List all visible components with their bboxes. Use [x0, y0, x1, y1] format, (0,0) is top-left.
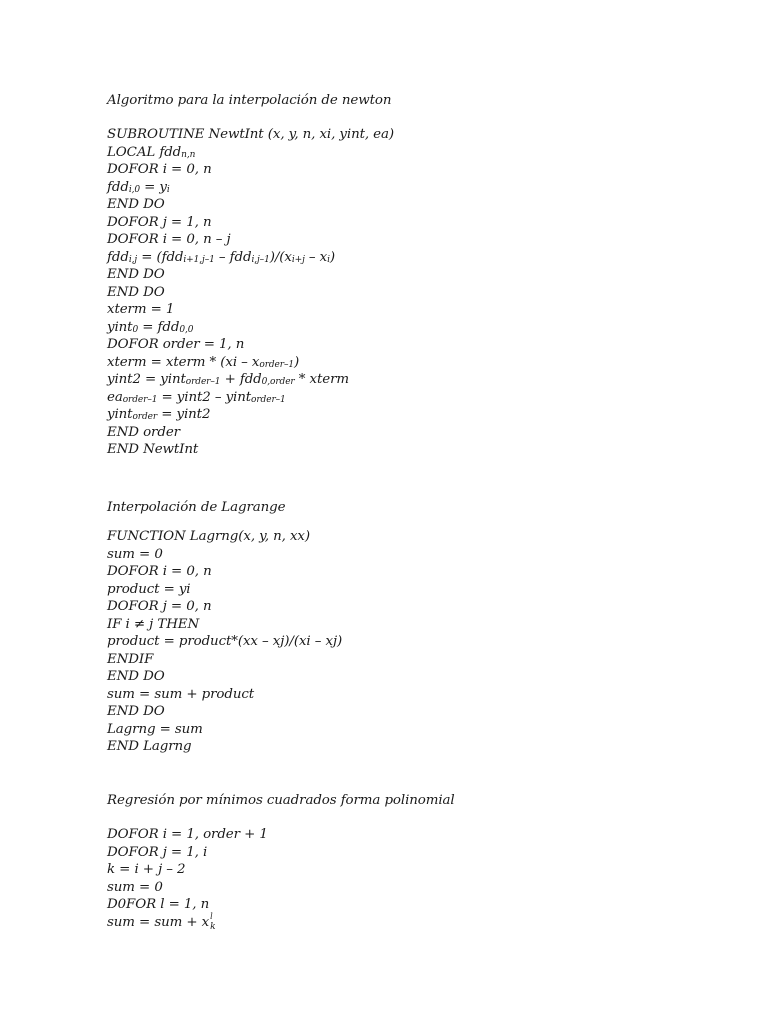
code-line: sum = sum + x l k — [107, 914, 707, 932]
code-line: DOFOR j = 0, n — [107, 599, 212, 614]
code-line: END DO — [107, 197, 165, 212]
code-line: yint0 = fdd0,0 — [107, 319, 194, 335]
code-line: IF i ≠ j THEN — [107, 616, 200, 632]
code-line: product = yi — [107, 581, 191, 597]
code-line: END order — [107, 424, 180, 440]
code-line: END DO — [107, 669, 165, 684]
code-line: DOFOR i = 1, order + 1 — [107, 827, 268, 842]
code-line: sum = 0 — [107, 546, 163, 562]
code-line: fddi,j = (fddi+1,j–1 – fddi,j–1)/(xi+j – xi) — [107, 249, 336, 265]
code-line: DOFOR order = 1, n — [107, 337, 245, 352]
code-line: DOFOR i = 0, n — [107, 162, 212, 177]
code-line: DOFOR i = 0, n – j — [107, 232, 231, 247]
code-line: xterm = xterm * (xi – xorder–1) — [107, 354, 300, 370]
code-line: FUNCTION Lagrng(x, y, n, xx) — [107, 529, 311, 544]
code-line: yint2 = yintorder–1 + fdd0,order * xterm — [107, 372, 350, 387]
code-line: fddi,0 = yi — [107, 179, 170, 195]
code-line: yintorder = yint2 — [107, 407, 211, 422]
lagrange-section — [107, 499, 707, 517]
code-line: sum = 0 — [107, 879, 163, 895]
superscript-subscript: l k — [210, 912, 216, 932]
regression-section — [107, 792, 707, 810]
code-line: sum = sum + product — [107, 686, 255, 702]
section-title: Interpolación de Lagrange — [107, 500, 286, 515]
code-line: END DO — [107, 267, 165, 282]
code-line: END NewtInt — [107, 442, 199, 457]
code-line: product = product*(xx – xj)/(xi – xj) — [107, 634, 343, 649]
code-line: ENDIF — [107, 651, 154, 667]
section-title: Algoritmo para la interpolación de newton — [107, 93, 392, 108]
newton-section — [107, 92, 707, 110]
code-line: SUBROUTINE NewtInt (x, y, n, xi, yint, ea) — [107, 127, 395, 142]
code-line: eaorder–1 = yint2 – yintorder–1 — [107, 389, 286, 405]
lagrange-code — [107, 528, 707, 756]
newton-code — [107, 126, 707, 459]
code-line: Lagrng = sum — [107, 721, 203, 737]
code-line: END DO — [107, 704, 165, 719]
code-line: D0FOR l = 1, n — [107, 897, 210, 912]
code-line: DOFOR j = 1, n — [107, 214, 212, 230]
section-title: Regresión por mínimos cuadrados forma polinomial — [107, 793, 455, 808]
code-line: DOFOR i = 0, n — [107, 564, 212, 579]
code-line: k = i + j – 2 — [107, 862, 186, 877]
code-line: DOFOR j = 1, i — [107, 844, 208, 860]
code-line: END DO — [107, 284, 165, 300]
code-line: END Lagrng — [107, 739, 192, 754]
code-line: xterm = 1 — [107, 302, 175, 317]
regression-code — [107, 826, 707, 931]
code-line: LOCAL fddn,n — [107, 144, 196, 160]
